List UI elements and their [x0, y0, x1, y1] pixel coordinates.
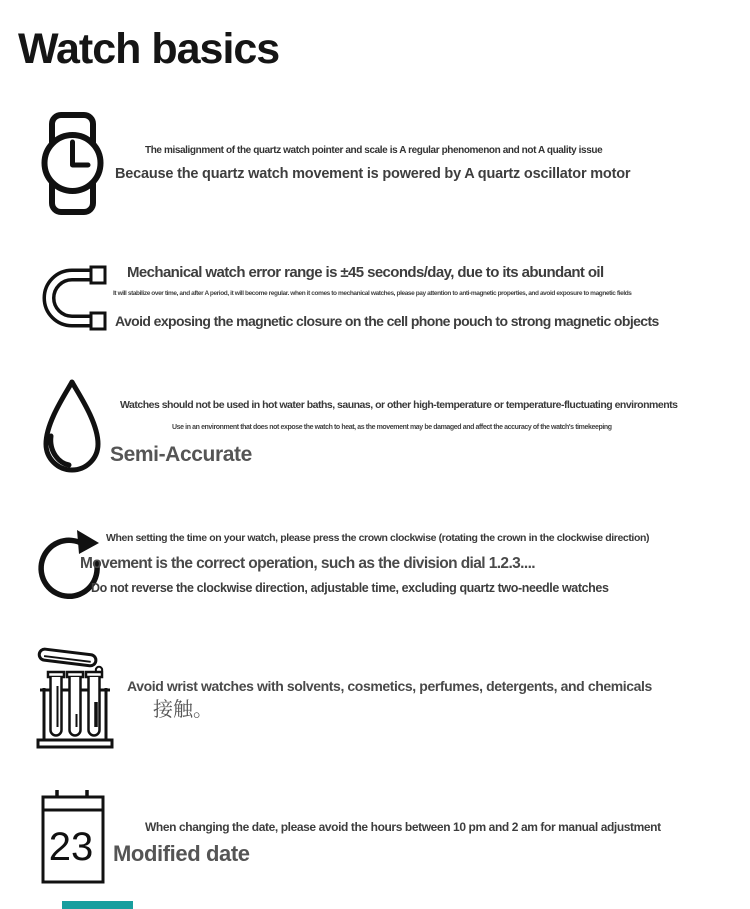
section4-secondary: Do not reverse the clockwise direction, adjustable time, excluding quartz two-needle watches — [91, 581, 609, 595]
calendar-day-number: 23 — [48, 825, 94, 869]
section6-heading: Modified date — [113, 841, 250, 866]
section2-finetext: It will stabilize over time, and after A period, it will become regular. when it comes to mechanical watches, please pay attention to anti-magnetic properties, and avoid exposure to magnetic fields — [113, 290, 632, 297]
page-title: Watch basics — [18, 25, 280, 73]
section5-cjk-text: 接触。 — [153, 699, 213, 721]
test-tubes-icon — [36, 644, 114, 750]
section1-text: Because the quartz watch movement is powered by A quartz oscillator motor — [115, 166, 631, 182]
water-drop-icon — [38, 377, 106, 478]
section2-text: Mechanical watch error range is ±45 seconds/day, due to its abundant oil — [127, 264, 604, 281]
calendar-icon — [40, 789, 106, 885]
section6-text: When changing the date, please avoid the hours between 10 pm and 2 am for manual adjustment — [145, 820, 661, 834]
section3-heading: Semi-Accurate — [110, 443, 252, 466]
next-section-accent-strip — [62, 901, 133, 909]
section2-secondary: Avoid exposing the magnetic closure on the cell phone pouch to strong magnetic objects — [115, 313, 659, 329]
section1-note: The misalignment of the quartz watch pointer and scale is A regular phenomenon and not A quality issue — [145, 145, 603, 156]
magnet-icon — [40, 263, 108, 333]
section3-text: Watches should not be used in hot water baths, saunas, or other high-temperature or temperature-fluctuating environments — [120, 399, 678, 411]
wristwatch-icon — [40, 112, 105, 215]
section5-text: Avoid wrist watches with solvents, cosmetics, perfumes, detergents, and chemicals — [127, 678, 652, 694]
section4-note: When setting the time on your watch, please press the crown clockwise (rotating the crown in the clockwise direction) — [106, 532, 650, 544]
section3-finetext: Use in an environment that does not expose the watch to heat, as the movement may be damaged and affect the accuracy of the watch's timekeeping — [172, 424, 612, 431]
section4-text: Movement is the correct operation, such as the division dial 1.2.3.... — [80, 555, 535, 572]
